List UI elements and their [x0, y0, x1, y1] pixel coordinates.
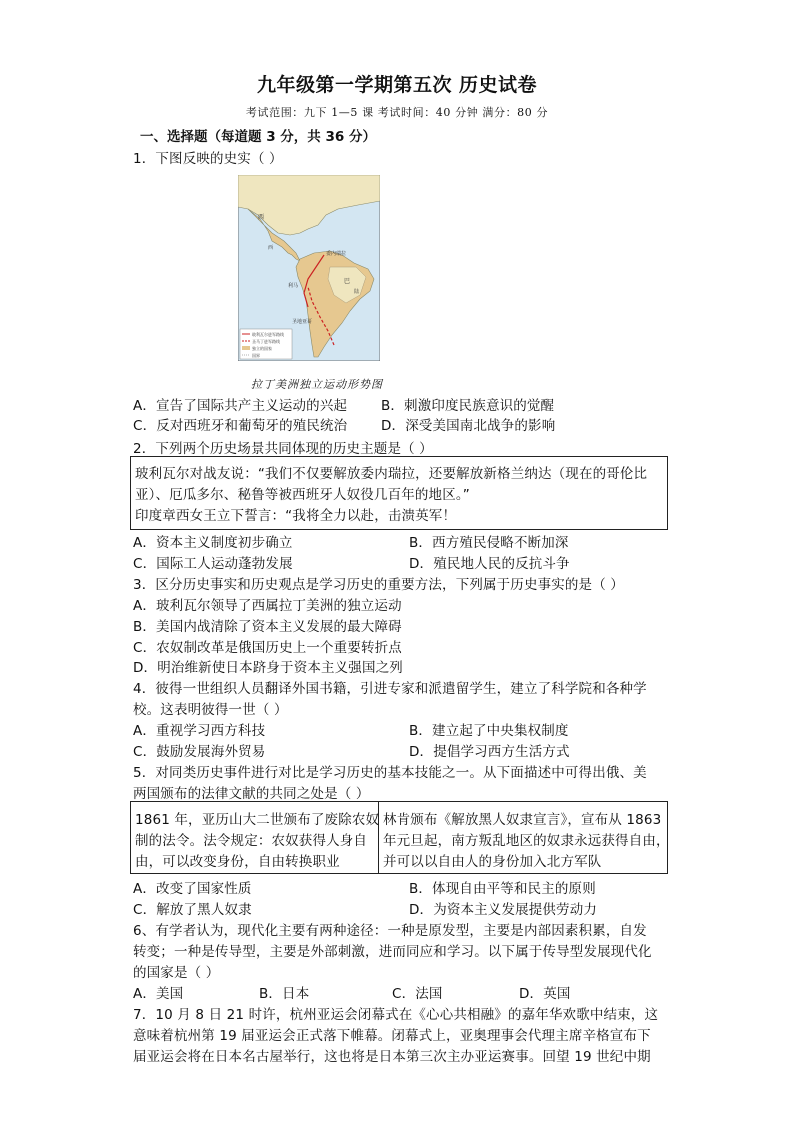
q1-option-a[interactable]: A．宣告了国际共产主义运动的兴起	[133, 398, 348, 414]
q5-option-b[interactable]: B．体现自由平等和民主的原则	[409, 881, 596, 897]
q6-option-a[interactable]: A．美国	[133, 986, 184, 1002]
q4-option-b[interactable]: B．建立起了中央集权制度	[409, 723, 569, 739]
q5-right-line-1: 林肯颁布《解放黑人奴隶宣言》，宣布从 1863	[383, 812, 662, 828]
latin-america-map	[238, 175, 380, 361]
map-label-west-mid: 西	[268, 245, 274, 251]
q5-option-c[interactable]: C．解放了黑人奴隶	[133, 902, 252, 918]
legend-swatch-states	[242, 346, 250, 350]
q6-option-c[interactable]: C．法国	[392, 986, 443, 1002]
exam-title: 九年级第一学期第五次 历史试卷	[256, 74, 538, 96]
q2-stem: 2．下列两个历史场景共同体现的历史主题是（ ）	[133, 441, 433, 457]
map-label-venezuela: 委内瑞拉	[326, 251, 347, 257]
q6-option-b[interactable]: B．日本	[259, 986, 310, 1002]
q5-left-line-3: 由，可以改变身份，自由转换职业	[135, 854, 340, 870]
q4-option-a[interactable]: A．重视学习西方科技	[133, 723, 266, 739]
q2-option-c[interactable]: C．国际工人运动蓬勃发展	[133, 556, 293, 572]
q5-right-line-2: 年元旦起，南方叛乱地区的奴隶永远获得自由，	[383, 833, 670, 849]
map-label-land: 陆	[354, 289, 360, 295]
q3-option-a[interactable]: A．玻利瓦尔领导了西属拉丁美洲的独立运动	[133, 598, 402, 614]
q4-option-c[interactable]: C．鼓励发展海外贸易	[133, 744, 266, 760]
q5-left-line-1: 1861 年，亚历山大二世颁布了废除农奴	[135, 812, 380, 828]
legend-item-bolivar: 玻利瓦尔进军路线	[252, 332, 284, 337]
q5-stem-line-2: 两国颁布的法律文献的共同之处是（ ）	[133, 786, 370, 802]
q5-right-line-3: 并可以以自由人的身份加入北方军队	[383, 854, 602, 870]
q7-stem-line-3: 届亚运会将在日本名古屋举行，这也将是日本第三次主办亚运赛事。回望 19 世纪中期	[133, 1049, 651, 1065]
map-label-brazil: 巴	[344, 278, 351, 285]
q3-stem: 3．区分历史事实和历史观点是学习历史的重要方法，下列属于历史事实的是（ ）	[133, 577, 624, 593]
q1-option-b[interactable]: B．刺激印度民族意识的觉醒	[381, 398, 555, 414]
q4-stem-line-2: 校。这表明彼得一世（ ）	[133, 702, 288, 718]
q3-option-d[interactable]: D．明治维新使日本跻身于资本主义强国之列	[133, 660, 403, 676]
legend-item-border: 国界	[252, 353, 260, 358]
legend-item-states: 独立的国家	[252, 346, 272, 351]
q5-option-d[interactable]: D．为资本主义发展提供劳动力	[409, 902, 597, 918]
q4-option-d[interactable]: D．提倡学习西方生活方式	[409, 744, 570, 760]
q7-stem-line-1: 7．10 月 8 日 21 时许，杭州亚运会闭幕式在《心心共相融》的嘉年华欢歌中结束，这	[133, 1007, 659, 1023]
q2-box-line-2: 亚）、厄瓜多尔、秘鲁等被西班牙人奴役几百年的地区。”	[135, 487, 470, 503]
section-title: 一、选择题（每道题 3 分，共 36 分）	[140, 129, 376, 145]
q6-stem-line-2: 转变；一种是传导型，主要是外部刺激，进而同应和学习。以下属于传导型发展现代化	[133, 944, 652, 960]
map-label-santiago: 圣地亚哥	[292, 319, 313, 325]
q1-stem: 1．下图反映的史实（ ）	[133, 151, 283, 167]
q5-stem-line-1: 5．对同类历史事件进行对比是学习历史的基本技能之一。从下面描述中可得出俄、美	[133, 765, 647, 781]
q5-option-a[interactable]: A．改变了国家性质	[133, 881, 252, 897]
q6-option-d[interactable]: D．英国	[519, 986, 571, 1002]
q2-option-a[interactable]: A．资本主义制度初步确立	[133, 535, 293, 551]
q6-stem-line-1: 6、有学者认为，现代化主要有两种途径：一种是原发型，主要是内部因素积累，自发	[133, 923, 647, 939]
exam-info: 考试范围：九下 1—5 课 考试时间：40 分钟 满分：80 分	[245, 106, 549, 119]
q7-stem-line-2: 意味着杭州第 19 届亚运会正式落下帷幕。闭幕式上，亚奥理事会代理主席辛格宣布下	[133, 1028, 651, 1044]
q2-option-d[interactable]: D．殖民地人民的反抗斗争	[409, 556, 570, 572]
q5-left-line-2: 制的法令。法令规定：农奴获得人身自	[135, 833, 368, 849]
q4-stem-line-1: 4．彼得一世组织人员翻译外国书籍，引进专家和派遣留学生，建立了科学院和各种学	[133, 681, 647, 697]
map-label-west-top: 西	[258, 214, 265, 221]
q2-box-line-3: 印度章西女王立下誓言：“我将全力以赴，击溃英军！	[135, 508, 457, 524]
q3-option-b[interactable]: B．美国内战清除了资本主义发展的最大障碍	[133, 619, 402, 635]
q3-option-c[interactable]: C．农奴制改革是俄国历史上一个重要转折点	[133, 640, 402, 656]
q2-option-b[interactable]: B．西方殖民侵略不断加深	[409, 535, 569, 551]
q6-stem-line-3: 的国家是（ ）	[133, 965, 220, 981]
map-label-lima: 利马	[288, 283, 299, 289]
q1-option-d[interactable]: D．深受美国南北战争的影响	[381, 418, 556, 434]
legend-item-sanmartin: 圣马丁进军路线	[252, 339, 280, 344]
q1-figure-caption: 拉丁美洲独立运动形势图	[251, 378, 383, 391]
q2-box-line-1: 玻利瓦尔对战友说：“我们不仅要解放委内瑞拉，还要解放新格兰纳达（现在的哥伦比	[135, 466, 648, 482]
q1-option-c[interactable]: C．反对西班牙和葡萄牙的殖民统治	[133, 418, 348, 434]
